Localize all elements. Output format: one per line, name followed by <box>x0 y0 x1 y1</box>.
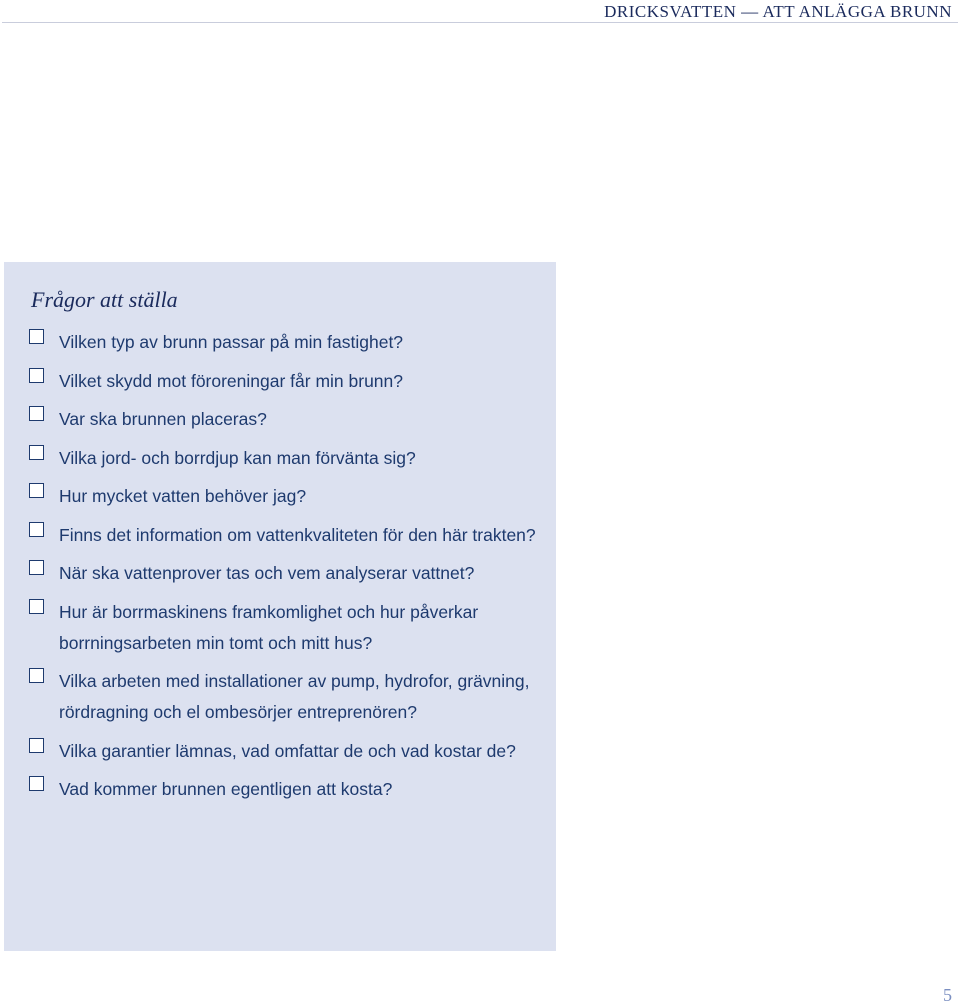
page-number: 5 <box>943 985 952 1005</box>
checkbox-icon[interactable] <box>29 483 44 498</box>
checkbox-icon[interactable] <box>29 599 44 614</box>
checklist-item <box>28 327 538 358</box>
checklist-item-text: Vilka jord- och borrdjup kan man förvänta sig? <box>59 447 416 468</box>
checklist-item-text: Hur mycket vatten behöver jag? <box>59 486 307 506</box>
checkbox-icon[interactable] <box>29 560 44 575</box>
checklist-item-text: Vilken typ av brunn passar på min fastighet? <box>59 332 404 352</box>
checklist-item <box>28 520 538 551</box>
checklist-item <box>28 366 538 397</box>
checkbox-icon[interactable] <box>29 738 44 753</box>
checklist-item-text: Finns det information om vattenkvaliteten för den här trakten? <box>59 524 536 545</box>
checklist-item <box>28 774 538 805</box>
checklist-item <box>28 481 538 512</box>
checklist-item-text: När ska vattenprover tas och vem analyserar vattnet? <box>59 563 475 583</box>
running-header: DRICKSVATTEN — ATT ANLÄGGA BRUNN <box>604 2 952 21</box>
checkbox-icon[interactable] <box>29 406 44 421</box>
checkbox-icon[interactable] <box>29 329 44 344</box>
checklist-item <box>28 736 538 767</box>
checklist-item-text: Vilket skydd mot föroreningar får min brunn? <box>59 370 404 391</box>
checklist-item-text: Vilka garantier lämnas, vad omfattar de och vad kostar de? <box>59 740 516 761</box>
checkbox-icon[interactable] <box>29 668 44 683</box>
checklist-item <box>28 404 538 435</box>
checklist-item-text: Var ska brunnen placeras? <box>59 409 267 429</box>
header-rule <box>2 22 958 23</box>
checklist-item <box>28 443 538 474</box>
checklist-item <box>28 558 538 589</box>
checkbox-icon[interactable] <box>29 368 44 383</box>
checklist-item <box>28 597 538 659</box>
checkbox-icon[interactable] <box>29 522 44 537</box>
box-title: Frågor att ställa <box>31 287 178 312</box>
checkbox-icon[interactable] <box>29 445 44 460</box>
checkbox-icon[interactable] <box>29 776 44 791</box>
questions-box <box>4 262 556 951</box>
checklist-item-text: Hur är borrmaskinens framkomlighet och hur påverkar borrningsarbeten min tomt och mitt hus? <box>59 601 479 653</box>
checklist-item <box>28 666 538 728</box>
checklist <box>28 333 538 813</box>
checklist-item-text: Vilka arbeten med installationer av pump, hydrofor, grävning, rördragning och el ombesörjer entreprenören? <box>59 671 530 722</box>
checklist-item-text: Vad kommer brunnen egentligen att kosta? <box>59 779 393 799</box>
